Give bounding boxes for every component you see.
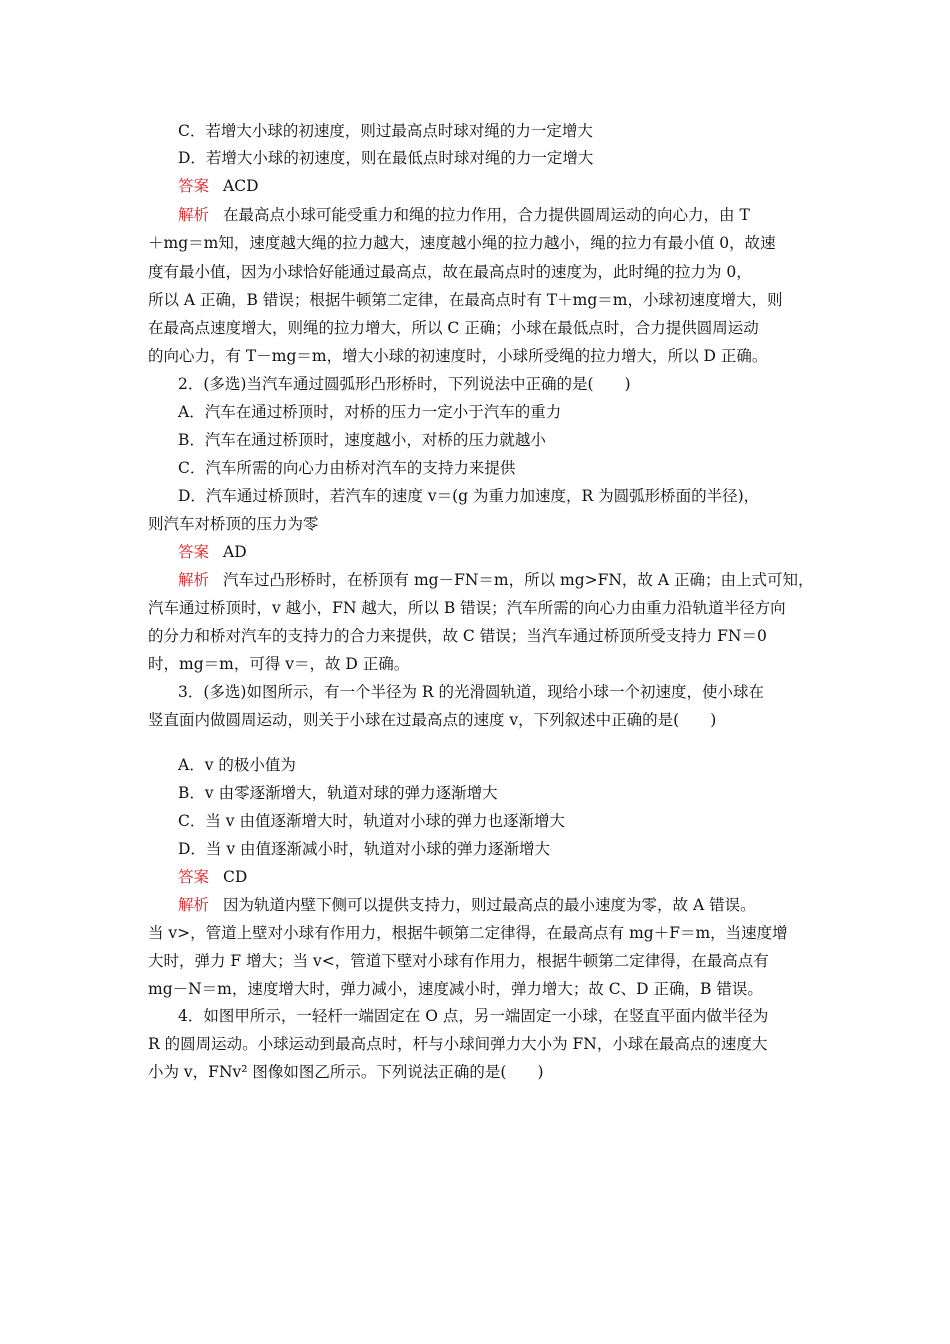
- analysis-q1-line: 的向心力，有 T－mg＝m，增大小球的初速度时，小球所受绳的拉力增大，所以 D 正确。: [148, 347, 768, 365]
- answer-q1: 答案 ACD: [178, 177, 259, 195]
- option-d-q3: D．当 v 由值逐渐减小时，轨道对小球的弹力逐渐增大: [178, 840, 551, 858]
- option-c-q3: C．当 v 由值逐渐增大时，轨道对小球的弹力也逐渐增大: [178, 812, 565, 830]
- option-b-q3: B．v 由零逐渐增大，轨道对球的弹力逐渐增大: [178, 784, 498, 802]
- option-c-q1: C．若增大小球的初速度，则过最高点时球对绳的力一定增大: [178, 122, 593, 140]
- analysis-q1: 解析 在最高点小球可能受重力和绳的拉力作用，合力提供圆周运动的向心力，由 T: [178, 206, 750, 224]
- analysis-q3-line: 当 v>，管道上壁对小球有作用力，根据牛顿第二定律得，在最高点有 mg＋F＝m，当速度增: [148, 924, 788, 942]
- analysis-q2: 解析 汽车过凸形桥时，在桥顶有 mg－FN＝m，所以 mg>FN，故 A 正确；由上式可知，: [178, 571, 814, 589]
- analysis-q2-line: 的分力和桥对汽车的支持力的合力来提供，故 C 错误；当汽车通过桥顶所受支持力 FN＝0: [148, 627, 767, 645]
- analysis-q3: 解析 因为轨道内壁下侧可以提供支持力，则过最高点的最小速度为零，故 A 错误。: [178, 896, 756, 914]
- option-c-q2: C．汽车所需的向心力由桥对汽车的支持力来提供: [178, 459, 516, 477]
- question-2: 2．(多选)当汽车通过圆弧形凸形桥时，下列说法中正确的是( ): [178, 375, 631, 393]
- question-4-line: 小为 v，FNv² 图像如图乙所示。下列说法正确的是( ): [148, 1063, 544, 1081]
- analysis-q3-line: mg－N＝m，速度增大时，弹力减小，速度减小时，弹力增大；故 C、D 正确，B 错误。: [148, 980, 763, 998]
- option-b-q2: B．汽车在通过桥顶时，速度越小，对桥的压力就越小: [178, 431, 546, 449]
- analysis-q1-line: 度有最小值，因为小球恰好能通过最高点，故在最高点时的速度为，此时绳的拉力为 0，: [148, 263, 752, 281]
- analysis-q1-line: 所以 A 正确，B 错误；根据牛顿第二定律，在最高点时有 T＋mg＝m，小球初速度增大，则: [148, 291, 783, 309]
- option-d-q2: D．汽车通过桥顶时，若汽车的速度 v＝(g 为重力加速度，R 为圆弧形桥面的半径)，: [178, 487, 760, 505]
- answer-q2: 答案 AD: [178, 543, 247, 561]
- option-d-q2-line: 则汽车对桥顶的压力为零: [148, 515, 319, 533]
- analysis-q1-line: ＋mg＝m知，速度越大绳的拉力越大，速度越小绳的拉力越小，绳的拉力有最小值 0，故速: [148, 234, 776, 252]
- analysis-q3-line: 大时，弹力 F 增大；当 v<，管道下壁对小球有作用力，根据牛顿第二定律得，在最高点有: [148, 952, 769, 970]
- option-d-q1: D．若增大小球的初速度，则在最低点时球对绳的力一定增大: [178, 149, 594, 167]
- analysis-q1-line: 在最高点速度增大，则绳的拉力增大，所以 C 正确；小球在最低点时，合力提供圆周运动: [148, 319, 759, 337]
- answer-q3: 答案 CD: [178, 868, 248, 886]
- option-a-q3: A．v 的极小值为: [178, 756, 296, 774]
- analysis-q2-line: 时，mg＝m，可得 v＝，故 D 正确。: [148, 655, 410, 673]
- question-3: 3．(多选)如图所示，有一个半径为 R 的光滑圆轨道，现给小球一个初速度，使小球在: [178, 683, 764, 701]
- analysis-q2-line: 汽车通过桥顶时，v 越小，FN 越大，所以 B 错误；汽车所需的向心力由重力沿轨道半径方向: [148, 599, 786, 617]
- option-a-q2: A．汽车在通过桥顶时，对桥的压力一定小于汽车的重力: [178, 403, 562, 421]
- question-4-line: R 的圆周运动。小球运动到最高点时，杆与小球间弹力大小为 FN，小球在最高点的速度大: [148, 1035, 768, 1053]
- question-4: 4．如图甲所示，一轻杆一端固定在 O 点，另一端固定一小球，在竖直平面内做半径为: [178, 1007, 769, 1025]
- question-3-line: 竖直面内做圆周运动，则关于小球在过最高点的速度 v，下列叙述中正确的是( ): [148, 711, 717, 729]
